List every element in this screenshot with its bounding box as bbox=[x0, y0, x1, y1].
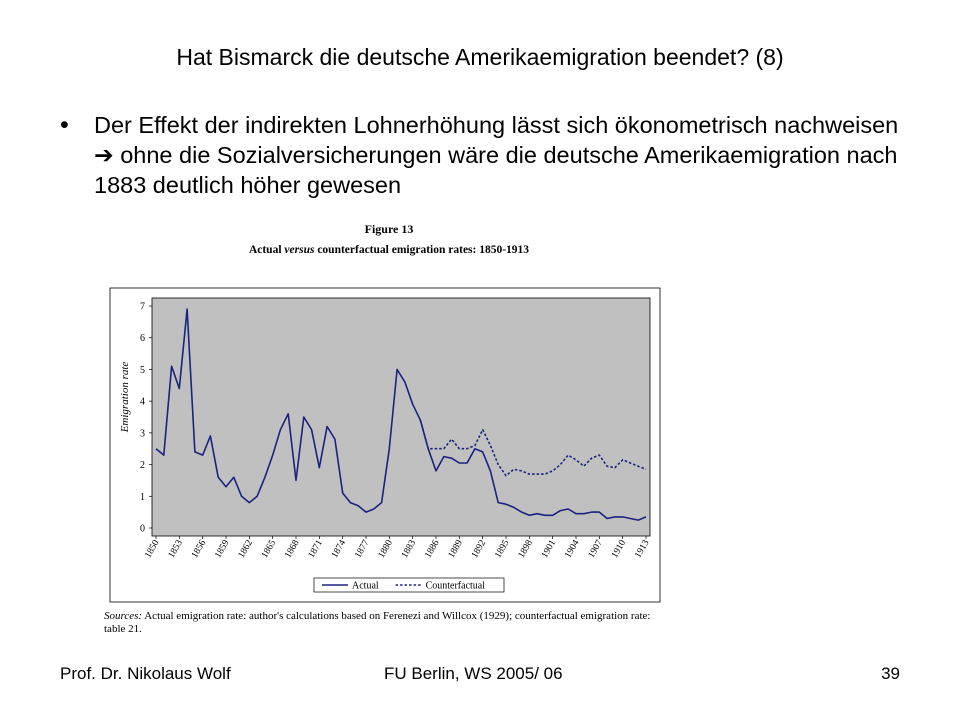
page-number: 39 bbox=[881, 664, 900, 683]
legend bbox=[314, 578, 504, 592]
y-tick-label: 6 bbox=[140, 333, 145, 345]
bullet-text: Der Effekt der indirekten Lohnerhöhung lässt sich ökonometrisch nachweisen ➔ ohne die Sozialversicherungen wäre die deutsche Amerikaemigration nach 1883 deutlich höher gewesen bbox=[94, 112, 899, 198]
x-tick-label: 1859 bbox=[213, 538, 232, 560]
x-tick-label: 1856 bbox=[190, 538, 209, 560]
footer-author: Prof. Dr. Nikolaus Wolf bbox=[60, 664, 231, 683]
figure-subtitle-part-1: Actual bbox=[248, 244, 285, 256]
x-tick-label: 1889 bbox=[446, 538, 465, 560]
legend-label: Actual bbox=[352, 580, 379, 592]
figure-subtitle-part-3: counterfactual emigration rates: 1850-1913 bbox=[314, 244, 530, 256]
x-tick-label: 1883 bbox=[400, 538, 419, 560]
figure-label: Figure 13 bbox=[364, 222, 414, 236]
bullet-point bbox=[60, 110, 920, 200]
x-tick-label: 1913 bbox=[633, 538, 652, 560]
legend-label: Counterfactual bbox=[425, 580, 486, 592]
x-tick-label: 1907 bbox=[586, 538, 605, 560]
y-tick-label: 1 bbox=[140, 491, 145, 503]
bullet-marker: • bbox=[60, 111, 69, 139]
footer-course: FU Berlin, WS 2005/ 06 bbox=[384, 664, 563, 683]
x-tick-label: 1850 bbox=[143, 538, 162, 560]
figure-subtitle-part-2: versus bbox=[284, 244, 315, 256]
y-tick-label: 3 bbox=[140, 428, 145, 440]
figure-sources bbox=[104, 610, 664, 636]
x-tick-label: 1868 bbox=[283, 538, 302, 560]
x-tick-label: 1871 bbox=[306, 538, 325, 560]
x-tick-label: 1910 bbox=[610, 538, 629, 560]
x-tick-label: 1865 bbox=[260, 538, 279, 560]
x-tick-label: 1874 bbox=[330, 538, 349, 560]
slide-title: Hat Bismarck die deutsche Amerikaemigration beendet? (8) bbox=[176, 44, 784, 70]
sources-text: Actual emigration rate: author's calculations based on Ferenezi and Willcox (1929); counterfactual emigration rate: table 21. bbox=[104, 610, 651, 635]
x-tick-label: 1880 bbox=[376, 538, 395, 560]
x-tick-label: 1862 bbox=[236, 538, 255, 560]
x-tick-label: 1895 bbox=[493, 538, 512, 560]
x-tick-label: 1901 bbox=[540, 538, 559, 560]
x-tick-label: 1886 bbox=[423, 538, 442, 560]
figure bbox=[104, 222, 674, 642]
plot-area bbox=[152, 298, 650, 536]
x-tick-label: 1877 bbox=[353, 538, 372, 560]
x-tick-label: 1853 bbox=[166, 538, 185, 560]
emigration-chart bbox=[104, 222, 674, 612]
y-tick-label: 5 bbox=[140, 364, 145, 376]
x-tick-label: 1892 bbox=[470, 538, 489, 560]
y-tick-label: 7 bbox=[140, 301, 145, 313]
y-axis-label: Emigration rate bbox=[119, 361, 131, 433]
y-tick-label: 4 bbox=[140, 396, 145, 408]
y-tick-label: 2 bbox=[140, 460, 145, 472]
y-tick-label: 0 bbox=[140, 523, 145, 535]
x-tick-label: 1898 bbox=[516, 538, 535, 560]
x-tick-label: 1904 bbox=[563, 538, 582, 560]
sources-label: Sources: bbox=[104, 610, 143, 622]
